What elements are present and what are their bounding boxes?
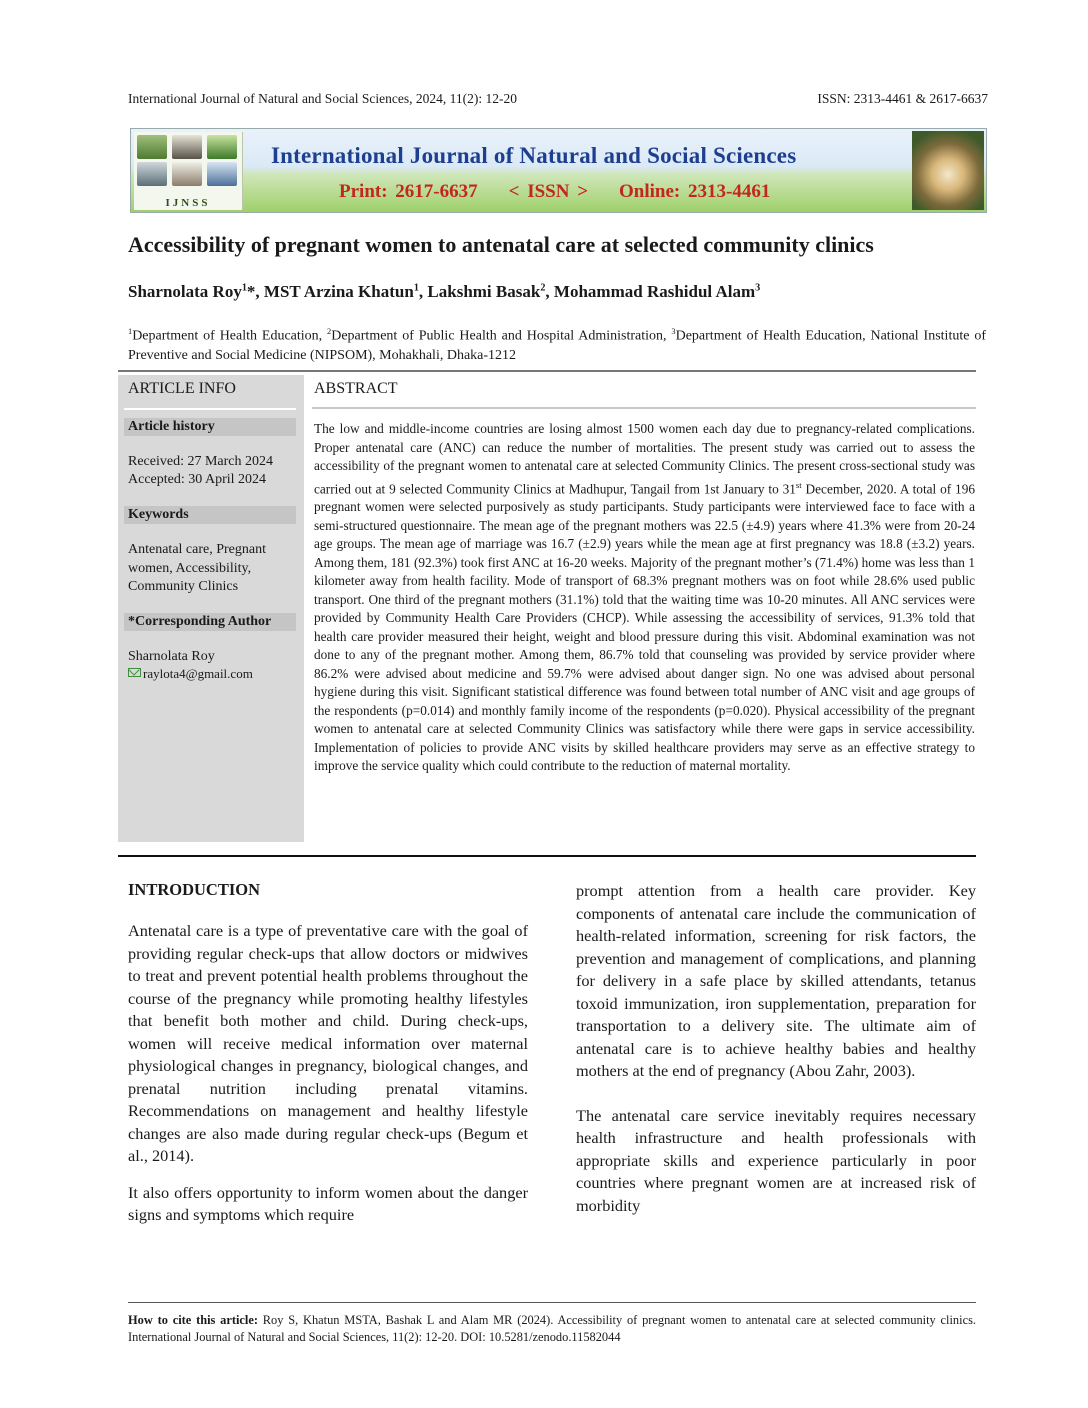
- citation: [128, 1312, 976, 1346]
- running-header: [128, 91, 988, 107]
- introduction-heading: INTRODUCTION: [128, 880, 261, 899]
- affiliations: $^1$Department of Health Education, $^2$Department of Public Health and Hospital Administration, $^3$Department of Health Education, National Institute of Preventive and Social Medicine (NIPSOM), Mohakhali, Dhaka-1212: [128, 327, 986, 363]
- issn-reference: ISSN: 2313-4461 & 2617-6637: [817, 91, 988, 106]
- divider: [128, 1302, 976, 1303]
- people-image: [172, 162, 202, 186]
- animal-image: [172, 135, 202, 159]
- keywords-label: Keywords: [124, 506, 296, 524]
- banner-issn: Print: 2617-6637 < ISSN > Online: 2313-4461: [339, 181, 771, 202]
- divider: [124, 408, 296, 410]
- paragraph: It also offers opportunity to inform women about the danger signs and symptoms which require: [128, 1182, 528, 1224]
- plant-image: [137, 135, 167, 159]
- article-history-label: Article history: [124, 418, 296, 436]
- divider: [118, 370, 976, 372]
- leaf-image: [207, 135, 237, 159]
- author-list: Sharnolata Roy$^1$*, MST Arzina Khatun$^1$, Lakshmi Basak$^2$, Mohammad Rashidul Alam$^3$: [128, 282, 761, 301]
- fish-image: [137, 162, 167, 186]
- flower-image: [912, 131, 984, 210]
- author-name: Sharnolata Roy: [128, 282, 242, 301]
- corresponding-author-name: Sharnolata Roy: [128, 649, 215, 664]
- journal-reference: International Journal of Natural and Social Sciences, 2024, 11(2): 12-20: [128, 91, 518, 106]
- received-date: Received: 27 March 2024: [128, 454, 274, 469]
- mail-icon: [128, 668, 141, 677]
- citation-label: How to cite this article:: [128, 1313, 258, 1327]
- divider: [118, 855, 976, 857]
- author-email[interactable]: raylota4@gmail.com: [143, 666, 253, 681]
- author-name: MST Arzina Khatun: [263, 282, 414, 301]
- abstract-text: The low and middle-income countries are losing almost 1500 women each day due to pregnancy-related complications. Proper antenatal care (ANC) can reduce the number of mortalities. The present study was carried out to assess the accessibility of the pregnant women to antenatal care at selected Community Clinics. The present cross-sectional study was carried out at 9 selected Community Clinics at Madhupur, Tangail from 1st January to 31st December, 2020. A total of 196 pregnant women were selected purposively as study participants. Study participants were interviewed face to face with a semi-structured questionnaire. The mean age of the pregnant mothers was 22.5 (±4.9) years where 41.3% were from 20-24 age groups. The mean age of marriage was 16.7 (±2.9) years while the mean age at first pregnancy was 18.8 (±3.2) years. Among them, 181 (92.3%) took first ANC at 16-20 weeks. Majority of the pregnant mother’s (71.4%) home was less than 1 kilometer away from health facility. Mode of transport of 68.3% pregnant mothers was on foot while 28.6% used public transport. One third of the pregnant mothers (31.1%) told that the waiting time was 10-20 minutes. All ANC services were provided by Community Health Care Providers (CHCP). While assessing the accessibility of services, 91.3% told that health care provider measured their height, weight and blood pressure during this visit. Abdominal examination was not done to any of the pregnant mother. Among them, 86.7% told that counseling was provided by service provider where 86.2% were advised about medicine and 59.7% were advised about danger sign. No one was advised about personal hygiene during this visit. Significant statistical difference was found between total number of ANC visit and age groups of the respondents (p=0.014) and monthly family income of the respondents (p=0.020). Physical accessibility of the pregnant women to antenatal care at selected Community Clinics was satisfactory while there were gaps in service accessibility. Implementation of policies to provide ANC visits by skilled healthcare providers may serve as an effective strategy to improve the service quality which could contribute to the reduction of maternal mortality.: [314, 421, 976, 774]
- logo-text: IJNSS: [165, 197, 211, 209]
- journal-banner: [130, 128, 987, 213]
- banner-title: International Journal of Natural and Social Sciences: [271, 143, 797, 168]
- paragraph: The antenatal care service inevitably requires necessary health infrastructure and health professionals with appropriate skills and experience particularly in poor countries where pregnant women are at increased risk of morbidity: [576, 1105, 976, 1215]
- left-column: [128, 920, 528, 1241]
- corresponding-author-label: *Corresponding Author: [124, 613, 296, 631]
- article-title: Accessibility of pregnant women to antenatal care at selected community clinics: [128, 232, 874, 257]
- right-column: [576, 880, 976, 1231]
- citation-text: Roy S, Khatun MSTA, Bashak L and Alam MR (2024). Accessibility of pregnant women to antenatal care at selected community clinics. International Journal of Natural and Social Sciences, 11(2): 12-20. DOI: 10.5281/zenodo.11582044: [128, 1313, 976, 1344]
- lab-image: [207, 162, 237, 186]
- keywords-list: Antenatal care, Pregnant women, Accessibility, Community Clinics: [128, 542, 266, 594]
- email-line: [128, 665, 300, 684]
- paragraph: Antenatal care is a type of preventative care with the goal of providing regular check-ups that allow doctors or midwives to treat and prevent potential health problems throughout the course of the pregnancy while promoting healthy lifestyles that benefit both mother and child. During check-ups, women will receive medical information over maternal physiological changes in pregnancy, biological changes, and prenatal nutrition including prenatal vitamins. Recommendations on management and healthy lifestyle changes are also made during regular check-ups (Begum et al., 2014).: [128, 921, 528, 1165]
- article-info-panel: [118, 375, 304, 842]
- accepted-date: Accepted: 30 April 2024: [128, 472, 267, 487]
- paragraph: prompt attention from a health care provider. Key components of antenatal care include the communication of health-related information, screening for risk factors, the prevention and management of complications, and planning for delivery in a safe place by skilled attendants, tetanus toxoid immunization, iron supplementation, preparation for transportation to a delivery site. The ultimate aim of antenatal care is to achieve healthy babies and healthy mothers at the end of pregnancy (Abou Zahr, 2003).: [576, 881, 976, 1080]
- article-info-heading: ARTICLE INFO: [128, 380, 236, 397]
- banner-logo-collage: [134, 132, 243, 210]
- author-name: Mohammad Rashidul Alam: [553, 282, 756, 301]
- author-name: Lakshmi Basak: [427, 282, 541, 301]
- abstract-heading: ABSTRACT: [314, 380, 398, 397]
- divider: [312, 407, 976, 409]
